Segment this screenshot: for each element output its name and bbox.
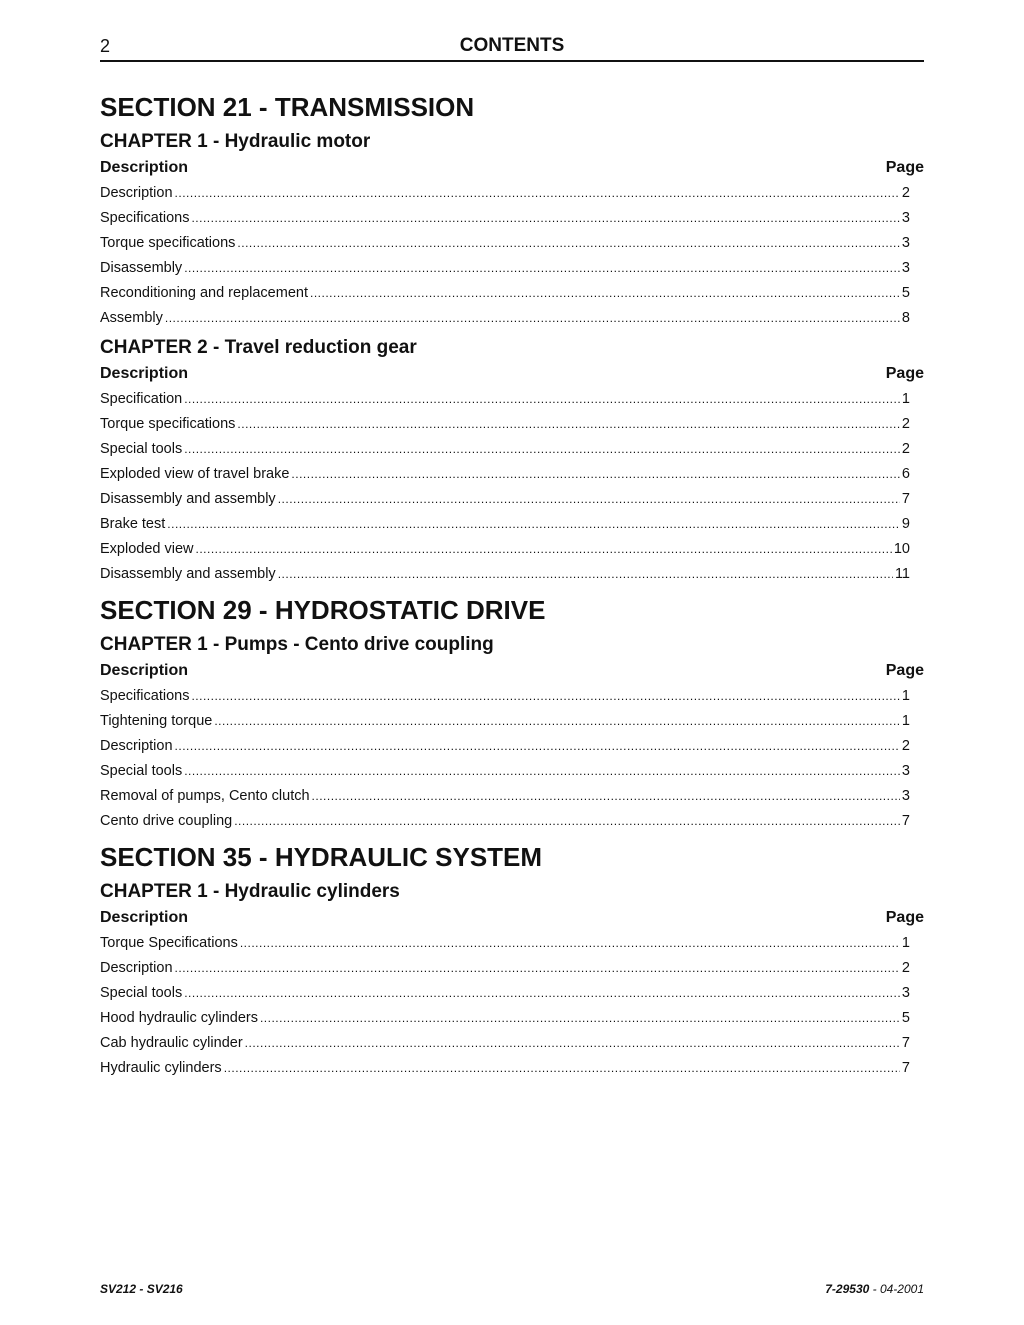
page-column-label: Page bbox=[885, 662, 924, 679]
toc-entry-label: Tightening torque bbox=[100, 713, 213, 729]
toc-entry-page: 7 bbox=[901, 1035, 910, 1051]
toc-entry-label: Torque specifications bbox=[100, 416, 236, 432]
dot-leader bbox=[278, 487, 900, 512]
toc-entry-page: 3 bbox=[901, 985, 910, 1001]
toc-entry[interactable] bbox=[100, 562, 910, 587]
column-header-row bbox=[100, 907, 924, 931]
toc-entry-page: 1 bbox=[901, 713, 910, 729]
toc-entry[interactable] bbox=[100, 512, 910, 537]
section-title: SECTION 21 - TRANSMISSION bbox=[100, 92, 475, 122]
page-column-label: Page bbox=[885, 909, 924, 926]
dot-leader bbox=[224, 1056, 900, 1081]
section-title: SECTION 29 - HYDROSTATIC DRIVE bbox=[100, 595, 546, 625]
toc-entry-page: 3 bbox=[901, 260, 910, 276]
dot-leader bbox=[184, 981, 900, 1006]
toc-entry-page: 2 bbox=[901, 960, 910, 976]
toc-entry-page: 8 bbox=[901, 310, 910, 326]
toc-entry-page: 6 bbox=[901, 466, 910, 482]
toc-entry[interactable] bbox=[100, 784, 910, 809]
toc-entry[interactable] bbox=[100, 931, 910, 956]
dot-leader bbox=[191, 684, 899, 709]
toc-entry[interactable] bbox=[100, 734, 910, 759]
toc-entry-page: 11 bbox=[894, 566, 910, 582]
toc-entry-label: Exploded view of travel brake bbox=[100, 466, 290, 482]
table-of-contents bbox=[100, 88, 924, 1085]
toc-entry[interactable] bbox=[100, 437, 910, 462]
toc-entry-page: 10 bbox=[893, 541, 910, 557]
toc-entry-label: Special tools bbox=[100, 985, 183, 1001]
dot-leader bbox=[237, 412, 900, 437]
toc-entry-label: Brake test bbox=[100, 516, 166, 532]
footer-doc-number: 7-29530 bbox=[825, 1282, 870, 1296]
toc-entry[interactable] bbox=[100, 181, 910, 206]
toc-entry-page: 2 bbox=[901, 441, 910, 457]
chapter bbox=[100, 879, 924, 1085]
toc-entry-label: Torque specifications bbox=[100, 235, 236, 251]
column-header-row bbox=[100, 363, 924, 387]
toc-entry-page: 3 bbox=[901, 763, 910, 779]
dot-leader bbox=[214, 709, 900, 734]
dot-leader bbox=[184, 387, 900, 412]
dot-leader bbox=[184, 759, 900, 784]
toc-entry-page: 1 bbox=[901, 391, 910, 407]
toc-entry[interactable] bbox=[100, 462, 910, 487]
toc-entry-label: Reconditioning and replacement bbox=[100, 285, 308, 301]
toc-entry-page: 5 bbox=[901, 285, 910, 301]
toc-entry[interactable] bbox=[100, 1056, 910, 1081]
toc-entry-label: Specifications bbox=[100, 688, 190, 704]
toc-entry[interactable] bbox=[100, 537, 910, 562]
dot-leader bbox=[310, 281, 900, 306]
toc-entry-label: Disassembly bbox=[100, 260, 183, 276]
description-column-label: Description bbox=[100, 662, 189, 679]
toc-entry-label: Special tools bbox=[100, 441, 183, 457]
column-header-row bbox=[100, 157, 924, 181]
description-column-label: Description bbox=[100, 365, 189, 382]
toc-entry[interactable] bbox=[100, 709, 910, 734]
toc-entry[interactable] bbox=[100, 684, 910, 709]
footer-doc-info bbox=[825, 1281, 924, 1297]
section bbox=[100, 591, 924, 838]
toc-entry-page: 2 bbox=[901, 738, 910, 754]
toc-entry-label: Disassembly and assembly bbox=[100, 491, 276, 507]
toc-entry-label: Specifications bbox=[100, 210, 190, 226]
dot-leader bbox=[175, 734, 900, 759]
toc-entry[interactable] bbox=[100, 981, 910, 1006]
toc-entry-page: 9 bbox=[901, 516, 910, 532]
dot-leader bbox=[245, 1031, 900, 1056]
dot-leader bbox=[234, 809, 900, 834]
toc-entry[interactable] bbox=[100, 487, 910, 512]
chapter-spacer bbox=[100, 1081, 924, 1085]
toc-entry[interactable] bbox=[100, 306, 910, 331]
dot-leader bbox=[237, 231, 900, 256]
dot-leader bbox=[175, 181, 900, 206]
chapter-title: CHAPTER 1 - Hydraulic cylinders bbox=[100, 881, 400, 902]
toc-entry-page: 7 bbox=[901, 491, 910, 507]
toc-entry-label: Cento drive coupling bbox=[100, 813, 233, 829]
dot-leader bbox=[278, 562, 893, 587]
toc-entry-page: 1 bbox=[901, 688, 910, 704]
toc-entry-label: Disassembly and assembly bbox=[100, 566, 276, 582]
toc-entry-label: Assembly bbox=[100, 310, 163, 326]
dot-leader bbox=[184, 437, 900, 462]
dot-leader bbox=[196, 537, 892, 562]
section bbox=[100, 838, 924, 1085]
toc-entry-page: 2 bbox=[901, 185, 910, 201]
chapter-title: CHAPTER 1 - Hydraulic motor bbox=[100, 131, 371, 152]
toc-entry-page: 1 bbox=[901, 935, 910, 951]
chapter bbox=[100, 129, 924, 335]
description-column-label: Description bbox=[100, 909, 189, 926]
dot-leader bbox=[312, 784, 900, 809]
toc-entry-label: Hood hydraulic cylinders bbox=[100, 1010, 258, 1026]
chapter bbox=[100, 632, 924, 838]
toc-entry-page: 7 bbox=[901, 813, 910, 829]
dot-leader bbox=[165, 306, 900, 331]
toc-entry[interactable] bbox=[100, 387, 910, 412]
page-header bbox=[100, 34, 924, 62]
page-column-label: Page bbox=[885, 159, 924, 176]
dot-leader bbox=[291, 462, 900, 487]
chapter-title: CHAPTER 1 - Pumps - Cento drive coupling bbox=[100, 634, 494, 655]
toc-entry-label: Cab hydraulic cylinder bbox=[100, 1035, 243, 1051]
toc-entry[interactable] bbox=[100, 231, 910, 256]
toc-entry[interactable] bbox=[100, 759, 910, 784]
toc-entry[interactable] bbox=[100, 256, 910, 281]
toc-entry-label: Description bbox=[100, 960, 173, 976]
dot-leader bbox=[260, 1006, 900, 1031]
toc-entry-page: 7 bbox=[901, 1060, 910, 1076]
toc-entry[interactable] bbox=[100, 956, 910, 981]
chapter bbox=[100, 335, 924, 591]
column-header-row bbox=[100, 660, 924, 684]
toc-entry-label: Special tools bbox=[100, 763, 183, 779]
dot-leader bbox=[191, 206, 899, 231]
toc-entry[interactable] bbox=[100, 206, 910, 231]
toc-entry-label: Hydraulic cylinders bbox=[100, 1060, 222, 1076]
toc-entry-page: 3 bbox=[901, 235, 910, 251]
toc-entry[interactable] bbox=[100, 809, 910, 834]
page-title: CONTENTS bbox=[459, 35, 565, 56]
toc-entry-label: Exploded view bbox=[100, 541, 194, 557]
toc-entry-label: Description bbox=[100, 738, 173, 754]
dot-leader bbox=[184, 256, 900, 281]
toc-entry[interactable] bbox=[100, 281, 910, 306]
dot-leader bbox=[240, 931, 900, 956]
toc-entry-label: Specification bbox=[100, 391, 183, 407]
toc-entry-page: 3 bbox=[901, 210, 910, 226]
toc-entry-page: 3 bbox=[901, 788, 910, 804]
toc-entry[interactable] bbox=[100, 1006, 910, 1031]
page-number: 2 bbox=[100, 36, 111, 56]
footer-date: - 04-2001 bbox=[869, 1282, 924, 1296]
toc-entry[interactable] bbox=[100, 412, 910, 437]
toc-entry-page: 5 bbox=[901, 1010, 910, 1026]
chapter-title: CHAPTER 2 - Travel reduction gear bbox=[100, 337, 417, 358]
section bbox=[100, 88, 924, 591]
toc-entry[interactable] bbox=[100, 1031, 910, 1056]
footer-models: SV212 - SV216 bbox=[100, 1282, 183, 1296]
toc-entry-label: Description bbox=[100, 185, 173, 201]
toc-entry-label: Torque Specifications bbox=[100, 935, 238, 951]
toc-entry-page: 2 bbox=[901, 416, 910, 432]
dot-leader bbox=[175, 956, 900, 981]
section-title: SECTION 35 - HYDRAULIC SYSTEM bbox=[100, 842, 543, 872]
toc-entry-label: Removal of pumps, Cento clutch bbox=[100, 788, 310, 804]
page-column-label: Page bbox=[885, 365, 924, 382]
description-column-label: Description bbox=[100, 159, 189, 176]
dot-leader bbox=[167, 512, 900, 537]
